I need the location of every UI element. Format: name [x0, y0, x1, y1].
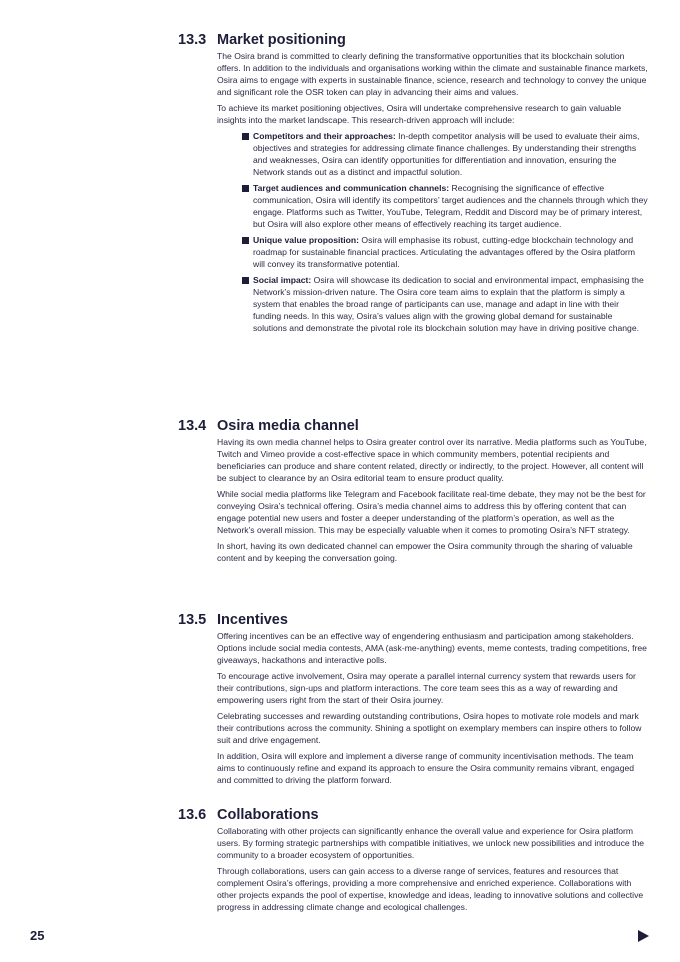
bullet-square-icon	[242, 185, 249, 192]
section-heading	[178, 32, 648, 50]
list-item-text: Osira will emphasise its robust, cutting-edge blockchain technology and roadmap for sustainable financial practices. Articulating the advantages offered by the Osira platform will convey its transformative potential.	[253, 235, 635, 269]
paragraph: While social media platforms like Telegram and Facebook facilitate real-time debate, they may not be the best for conveying Osira’s technical offering. Osira’s media channel aims to address this by offering content that can engage potential new users and foster a deeper understanding of the platform’s operation, as well as the Network’s overall mission. This may be especially valuable when it comes to promoting Osira’s NFT strategy.	[217, 489, 646, 535]
list-item-label: Target audiences and communication channels:	[253, 183, 450, 193]
list-item	[242, 274, 648, 334]
section-heading	[178, 418, 648, 436]
paragraph: The Osira brand is committed to clearly defining the transformative opportunities that its blockchain solution offers. In addition to the individuals and organisations working within the climate and sustainable finance markets, Osira aims to engage with experts in sustainable finance, science, research and technology to convey the unique and significant role the OSR token can play in advancing their aims and values.	[217, 51, 648, 97]
section-title: Market positioning	[217, 32, 346, 48]
list-item-text: In-depth competitor analysis will be used to evaluate their aims, objectives and strategies for addressing climate finance challenges. By understanding their strengths and weaknesses, Osira can identify opportunities for differentiation and innovation, ensuring the Network stands out as a distinct and impactful solution.	[253, 131, 640, 177]
section-title: Osira media channel	[217, 418, 359, 434]
paragraph: Celebrating successes and rewarding outstanding contributions, Osira hopes to motivate role models and mark their contributions across the community. Shining a spotlight on exemplary members can inspire others to follow suit and drive engagement.	[217, 711, 642, 745]
section-title: Collaborations	[217, 807, 319, 823]
list-item-text: Osira will showcase its dedication to social and environmental impact, emphasising the Network’s mission-driven nature. The Osira core team aims to explain that the platform is simply a system that enables the broad range of participants can use, manage and adapt in line with their funding needs. In this way, Osira’s values align with the growing global demand for sustainable solutions and demonstrate the pivotal role its blockchain solution may have in driving positive change.	[253, 275, 644, 333]
paragraph: To achieve its market positioning objectives, Osira will undertake comprehensive research to gain valuable insights into the market landscape. This research-driven approach will include:	[217, 103, 622, 125]
page-number: 25	[30, 928, 45, 943]
paragraph: In short, having its own dedicated channel can empower the Osira community through the sharing of valuable content and by keeping the conversation going.	[217, 541, 633, 563]
list-item-label: Social impact:	[253, 275, 312, 285]
next-page-arrow-icon	[637, 930, 649, 942]
paragraph: To encourage active involvement, Osira may operate a parallel internal currency system that rewards users for their contributions, sign-ups and platform interactions. The core team sees this as a way of rewarding and empowering users right from the start of their Osira journey.	[217, 671, 636, 705]
list-item	[242, 234, 648, 270]
research-list	[242, 130, 648, 334]
section-number: 13.6	[178, 807, 207, 823]
section-title: Incentives	[217, 612, 288, 628]
list-item	[242, 130, 648, 178]
bullet-square-icon	[242, 237, 249, 244]
bullet-square-icon	[242, 277, 249, 284]
section-market-positioning	[178, 32, 648, 338]
paragraph: Having its own media channel helps to Osira greater control over its narrative. Media platforms such as YouTube, Twitch and Vimeo provide a cost-effective space in which community members, potential recipients and beneficiaries can produce and share content related, directly or indirectly, to the project. However, all content will be subject to clearance by an Osira editorial team to ensure product quality.	[217, 437, 647, 483]
section-incentives	[178, 612, 648, 790]
list-item-text: Recognising the significance of effective communication, Osira will identify its competitors’ target audiences and the channels through which they engage. Platforms such as Twitter, YouTube, Telegram, Reddit and Discord may be of primary interest, but Osira will also explore other means of effectively reaching its target audience.	[253, 183, 648, 229]
section-heading	[178, 612, 648, 630]
section-collaborations	[178, 807, 648, 917]
section-number: 13.5	[178, 612, 207, 628]
section-number: 13.4	[178, 418, 207, 434]
paragraph: In addition, Osira will explore and implement a diverse range of community incentivisation methods. The team aims to continuously refine and expand its approach to ensure the Osira community remains vibrant, engaged and committed to driving the platform forward.	[217, 751, 635, 785]
bullet-square-icon	[242, 133, 249, 140]
section-number: 13.3	[178, 32, 207, 48]
paragraph: Offering incentives can be an effective way of engendering enthusiasm and participation among stakeholders. Options include social media contests, AMA (ask-me-anything) events, meme contests, trading competitions, free giveaways, hackathons and interactive polls.	[217, 631, 647, 665]
paragraph: Through collaborations, users can gain access to a diverse range of services, features and resources that complement Osira’s offerings, providing a more comprehensive and enriched experience. Collaborations with other projects expands the pool of expertise, knowledge and ideas, leading to innovative solutions and collective progress in addressing climate change and ecological challenges.	[217, 866, 644, 912]
paragraph: Collaborating with other projects can significantly enhance the overall value and experience for Osira platform users. By forming strategic partnerships with compatible initiatives, we unlock new possibilities and introduce the community to a broader ecosystem of opportunities.	[217, 826, 645, 860]
section-heading	[178, 807, 648, 825]
list-item	[242, 182, 648, 230]
next-page-arrow-icon[interactable]	[637, 929, 649, 941]
section-media-channel	[178, 418, 648, 568]
list-item-label: Competitors and their approaches:	[253, 131, 396, 141]
list-item-label: Unique value proposition:	[253, 235, 359, 245]
